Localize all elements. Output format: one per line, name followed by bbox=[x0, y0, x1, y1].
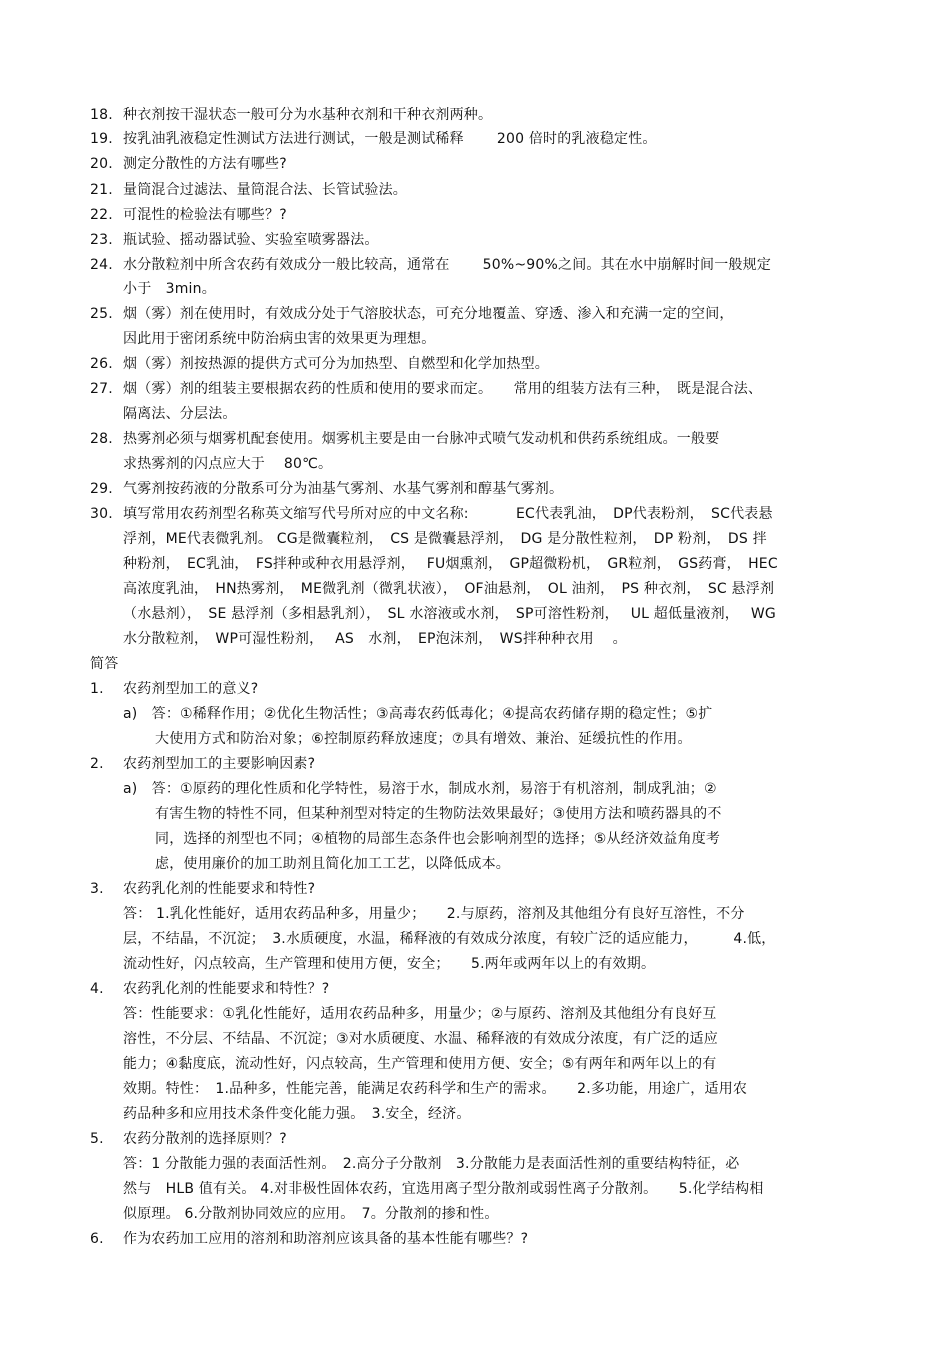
line-text: 溶性，不分层、不结晶、不沉淀；③对水质硬度、水温、稀释液的有效成分浓度，有广泛的适应 bbox=[123, 1031, 718, 1047]
line-text: 答： 1.乳化性能好，适用农药品种多，用量少； 2.与原药，溶剂及其他组分有良好互溶性，不分 bbox=[123, 906, 745, 922]
line-text: 热雾剂必须与烟雾机配套使用。烟雾机主要是由一台脉冲式喷气发动机和供药系统组成。一般要 bbox=[123, 431, 720, 447]
line-text: 高浓度乳油， HN热雾剂， ME微乳剂（微乳状液）， OF油悬剂， OL 油剂， PS 种衣剂， SC 悬浮剂 bbox=[123, 581, 775, 597]
line-text: 按乳油乳液稳定性测试方法进行测试，一般是测试稀释 200 倍时的乳液稳定性。 bbox=[123, 131, 657, 147]
line-text: 气雾剂按药液的分散系可分为油基气雾剂、水基气雾剂和醇基气雾剂。 bbox=[123, 481, 564, 497]
item-number: 29. bbox=[90, 481, 113, 497]
item-number: 19. bbox=[90, 131, 113, 147]
line-text: 药品种多和应用技术条件变化能力强。 3.安全，经济。 bbox=[123, 1106, 471, 1122]
item-number: 3. bbox=[90, 881, 104, 897]
line-text: 烟（雾）剂的组装主要根据农药的性质和使用的要求而定。 常用的组装方法有三种， 既是混合法、 bbox=[123, 381, 763, 397]
line-text: a) 答：①原药的理化性质和化学特性，易溶于水，制成水剂，易溶于有机溶剂，制成乳油；② bbox=[123, 781, 717, 797]
item-number: 24. bbox=[90, 257, 113, 273]
item-number: 6. bbox=[90, 1231, 104, 1247]
line-text: 因此用于密闭系统中防治病虫害的效果更为理想。 bbox=[123, 331, 436, 347]
item-number: 20. bbox=[90, 156, 113, 172]
line-text: 水分散粒剂， WP可湿性粉剂， AS 水剂， EP泡沫剂， WS拌种种衣用 。 bbox=[123, 631, 627, 647]
line-text: 似原理。 6.分散剂协同效应的应用。 7。分散剂的掺和性。 bbox=[123, 1206, 499, 1222]
line-text: 种粉剂， EC乳油， FS拌种或种衣用悬浮剂， FU烟熏剂， GP超微粉机， GR粒剂， GS药膏， HEC bbox=[123, 556, 778, 572]
line-text: 作为农药加工应用的溶剂和助溶剂应该具备的基本性能有哪些？? bbox=[123, 1231, 529, 1247]
line-text: 层，不结晶，不沉淀； 3.水质硬度，水温，稀释液的有效成分浓度，有较广泛的适应能力， 4.低， bbox=[123, 931, 776, 947]
line-text: 农药乳化剂的性能要求和特性? bbox=[123, 881, 316, 897]
line-text: 种衣剂按干湿状态一般可分为水基种衣剂和干种衣剂两种。 bbox=[123, 107, 493, 123]
line-text: 测定分散性的方法有哪些? bbox=[123, 156, 287, 172]
line-text: （水悬剂）， SE 悬浮剂（多相悬乳剂）， SL 水溶液或水剂， SP可溶性粉剂， UL 超低量液剂， WG bbox=[123, 606, 776, 622]
line-text: 烟（雾）剂按热源的提供方式可分为加热型、自燃型和化学加热型。 bbox=[123, 356, 549, 372]
item-number: 21. bbox=[90, 182, 113, 198]
item-number: 4. bbox=[90, 981, 104, 997]
item-number: 18. bbox=[90, 107, 113, 123]
line-text: 农药分散剂的选择原则？? bbox=[123, 1131, 287, 1147]
item-number: 22. bbox=[90, 207, 113, 223]
line-text: 农药剂型加工的主要影响因素? bbox=[123, 756, 316, 772]
line-text: 填写常用农药剂型名称英文缩写代号所对应的中文名称: EC代表乳油， DP代表粉剂， SC代表悬 bbox=[123, 506, 773, 522]
item-number: 26. bbox=[90, 356, 113, 372]
line-text: 能力；④黏度底，流动性好，闪点较高，生产管理和使用方便、安全；⑤有两年和两年以上的有 bbox=[123, 1056, 717, 1072]
line-text: a) 答：①稀释作用；②优化生物活性；③高毒农药低毒化；④提高农药储存期的稳定性；⑤扩 bbox=[123, 706, 713, 722]
item-number: 27. bbox=[90, 381, 113, 397]
item-number: 23. bbox=[90, 232, 113, 248]
item-number: 1. bbox=[90, 681, 104, 697]
line-text: 水分散粒剂中所含农药有效成分一般比较高，通常在 50%~90%之间。其在水中崩解时间一般规定 bbox=[123, 257, 772, 273]
line-text: 简答 bbox=[90, 656, 119, 672]
line-text: 同，选择的剂型也不同；④植物的局部生态条件也会影响剂型的选择；⑤从经济效益角度考 bbox=[155, 831, 721, 847]
line-text: 效期。特性： 1.品种多，性能完善，能满足农药科学和生产的需求。 2.多功能，用途广，适用农 bbox=[123, 1081, 748, 1097]
item-number: 5. bbox=[90, 1131, 104, 1147]
item-number: 28. bbox=[90, 431, 113, 447]
line-text: 虑，使用廉价的加工助剂且简化加工工艺，以降低成本。 bbox=[155, 856, 510, 872]
line-text: 流动性好，闪点较高，生产管理和使用方便，安全； 5.两年或两年以上的有效期。 bbox=[123, 956, 656, 972]
line-text: 隔离法、分层法。 bbox=[123, 406, 237, 422]
line-text: 求热雾剂的闪点应大于 80℃。 bbox=[123, 456, 333, 472]
line-text: 大使用方式和防治对象；⑥控制原药释放速度；⑦具有增效、兼治、延缓抗性的作用。 bbox=[155, 731, 692, 747]
item-number: 2. bbox=[90, 756, 104, 772]
line-text: 有害生物的特性不同，但某种剂型对特定的生物防法效果最好；③使用方法和喷药器具的不 bbox=[155, 806, 722, 822]
line-text: 瓶试验、摇动器试验、实验室喷雾器法。 bbox=[123, 232, 379, 248]
item-number: 30. bbox=[90, 506, 113, 522]
line-text: 烟（雾）剂在使用时，有效成分处于气溶胶状态，可充分地覆盖、穿透、渗入和充满一定的空间， bbox=[123, 306, 734, 322]
line-text: 小于 3min。 bbox=[123, 281, 216, 297]
line-text: 量筒混合过滤法、量筒混合法、长管试验法。 bbox=[123, 182, 407, 198]
item-number: 25. bbox=[90, 306, 113, 322]
line-text: 农药剂型加工的意义? bbox=[123, 681, 259, 697]
line-text: 可混性的检验法有哪些？? bbox=[123, 207, 287, 223]
line-text: 浮剂，ME代表微乳剂。 CG是微囊粒剂， CS 是微囊悬浮剂， DG 是分散性粒剂， DP 粉剂， DS 拌 bbox=[123, 531, 767, 547]
line-text: 然与 HLB 值有关。 4.对非极性固体农药，宜选用离子型分散剂或弱性离子分散剂。 5.化学结构相 bbox=[123, 1181, 764, 1197]
line-text: 答：性能要求：①乳化性能好，适用农药品种多，用量少；②与原药、溶剂及其他组分有良好互 bbox=[123, 1006, 717, 1022]
line-text: 农药乳化剂的性能要求和特性？? bbox=[123, 981, 330, 997]
line-text: 答：1 分散能力强的表面活性剂。 2.高分子分散剂 3.分散能力是表面活性剂的重要结构特征，必 bbox=[123, 1156, 740, 1172]
